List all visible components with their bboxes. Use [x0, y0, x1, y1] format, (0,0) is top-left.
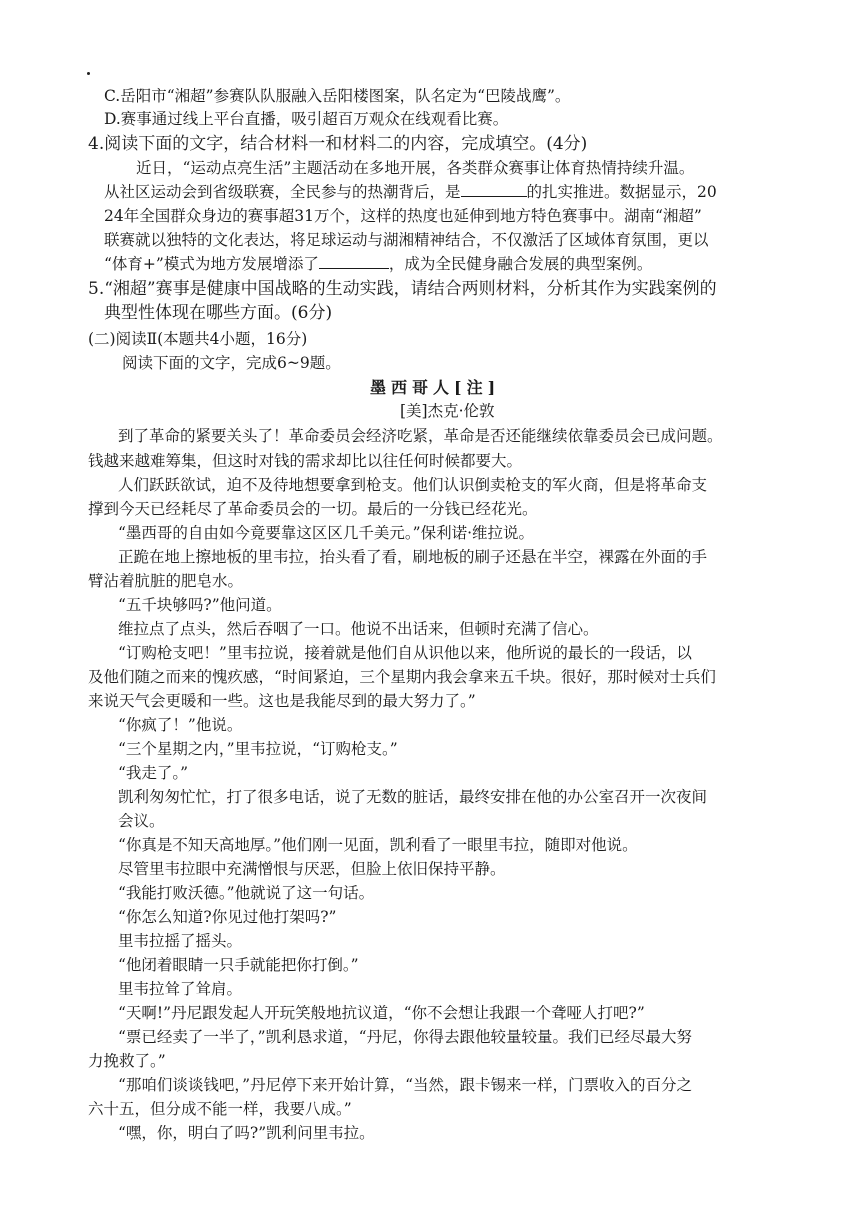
- question-4: 4.阅读下面的文字，结合材料一和材料二的内容，完成填空。(4分): [88, 134, 588, 154]
- answer-blank-1[interactable]: [461, 182, 527, 197]
- story-line: “我能打败沃德。”他就说了这一句话。: [118, 884, 375, 902]
- story-line: “我走了。”: [118, 764, 189, 782]
- text-segment: 的扎实推进。数据显示，20: [526, 183, 717, 201]
- question-5-continued: 典型性体现在哪些方面。(6分): [104, 303, 333, 323]
- story-line: “五千块够吗?”他问道。: [118, 596, 282, 614]
- story-line: 钱越来越难筹集，但这时对钱的需求却比以往任何时候都要大。: [88, 452, 523, 470]
- story-line: “他闭着眼睛一只手就能把你打倒。”: [118, 956, 359, 974]
- story-line: “订购枪支吧！”里韦拉说，接着就是他们自从识他以来，他所说的最长的一段话，以: [118, 644, 692, 662]
- story-line: 六十五，但分成不能一样，我要八成。”: [88, 1100, 352, 1118]
- story-line: “你真是不知天高地厚。”他们刚一见面，凯利看了一眼里韦拉，随即对他说。: [118, 836, 638, 854]
- paragraph-line: 联赛就以独特的文化表达，将足球运动与湖湘精神结合，不仅激活了区域体育氛围，更以: [104, 231, 709, 249]
- text-segment: 从社区运动会到省级联赛，全民参与的热潮背后，是: [104, 183, 461, 201]
- story-line: 撑到今天已经耗尽了革命委员会的一切。最后的一分钱已经花光。: [88, 500, 538, 518]
- story-line: “天啊!”丹尼跟发起人开玩笑般地抗议道，“你不会想让我跟一个聋哑人打吧?”: [118, 1004, 645, 1022]
- story-line: 及他们随之而来的愧疚感，“时间紧迫，三个星期内我会拿来五千块。很好，那时候对士兵们: [88, 668, 716, 686]
- fill-in-line: [104, 181, 717, 203]
- question-5: 5.“湘超”赛事是健康中国战略的生动实践，请结合两则材料，分析其作为实践案例的: [88, 279, 717, 299]
- answer-blank-2[interactable]: [319, 254, 389, 269]
- story-line: 正跪在地上擦地板的里韦拉，抬头看了看，刷地板的刷子还悬在半空，裸露在外面的手: [118, 548, 708, 566]
- fill-in-line: [104, 253, 652, 275]
- story-line: 凯利匆匆忙忙，打了很多电话，说了无数的脏话，最终安排在他的办公室召开一次夜间: [118, 788, 708, 806]
- story-line: 会议。: [118, 812, 165, 830]
- paragraph-line: 近日，“运动点亮生活”主题活动在多地开展，各类群众赛事让体育热情持续升温。: [136, 159, 695, 177]
- option-d: D.赛事通过线上平台直播，吸引超百万观众在线观看比赛。: [104, 110, 509, 128]
- stray-mark: [87, 72, 90, 75]
- story-line: 里韦拉摇了摇头。: [118, 932, 243, 950]
- text-segment: “体育+”模式为地方发展增添了: [104, 255, 319, 273]
- story-line: “嘿，你，明白了吗?”凯利问里韦拉。: [118, 1124, 375, 1142]
- story-line: 臂沾着肮脏的肥皂水。: [88, 572, 244, 590]
- option-c: C.岳阳市“湘超”参赛队队服融入岳阳楼图案，队名定为“巴陵战鹰”。: [104, 87, 571, 105]
- story-line: “三个星期之内，”里韦拉说，“订购枪支。”: [118, 740, 398, 758]
- section-heading: (二)阅读Ⅱ(本题共4小题，16分): [88, 330, 308, 348]
- story-line: 人们跃跃欲试，迫不及待地想要拿到枪支。他们认识倒卖枪支的军火商，但是将革命支: [118, 476, 708, 494]
- story-line: 来说天气会更暖和一些。这也是我能尽到的最大努力了。”: [88, 692, 476, 710]
- story-title: 墨西哥人[注]: [370, 378, 501, 397]
- story-author: [美]杰克·伦敦: [400, 402, 495, 420]
- story-line: 维拉点了点头，然后吞咽了一口。他说不出话来，但顿时充满了信心。: [118, 620, 599, 638]
- story-line: 到了革命的紧要关头了！革命委员会经济吃紧，革命是否还能继续依靠委员会已成问题。: [118, 427, 723, 445]
- story-line: 尽管里韦拉眼中充满憎恨与厌恶，但脸上依旧保持平静。: [118, 860, 506, 878]
- paragraph-line: 24年全国群众身边的赛事超31万个，这样的热度也延伸到地方特色赛事中。湖南“湘超”: [104, 207, 702, 225]
- instruction: 阅读下面的文字，完成6~9题。: [122, 354, 341, 372]
- story-line: “那咱们谈谈钱吧，”丹尼停下来开始计算，“当然，跟卡锡来一样，门票收入的百分之: [118, 1076, 693, 1094]
- story-line: “票已经卖了一半了，”凯利恳求道，“丹尼，你得去跟他较量较量。我们已经尽最大努: [118, 1028, 693, 1046]
- story-line: 里韦拉耸了耸肩。: [118, 980, 243, 998]
- story-line: “你疯了！”他说。: [118, 716, 243, 734]
- text-segment: ，成为全民健身融合发展的典型案例。: [388, 255, 653, 273]
- story-line: “墨西哥的自由如今竟要靠这区区几千美元。”保利诺·维拉说。: [118, 524, 535, 542]
- story-line: “你怎么知道?你见过他打架吗?”: [118, 908, 337, 926]
- story-line: 力挽救了。”: [88, 1052, 166, 1070]
